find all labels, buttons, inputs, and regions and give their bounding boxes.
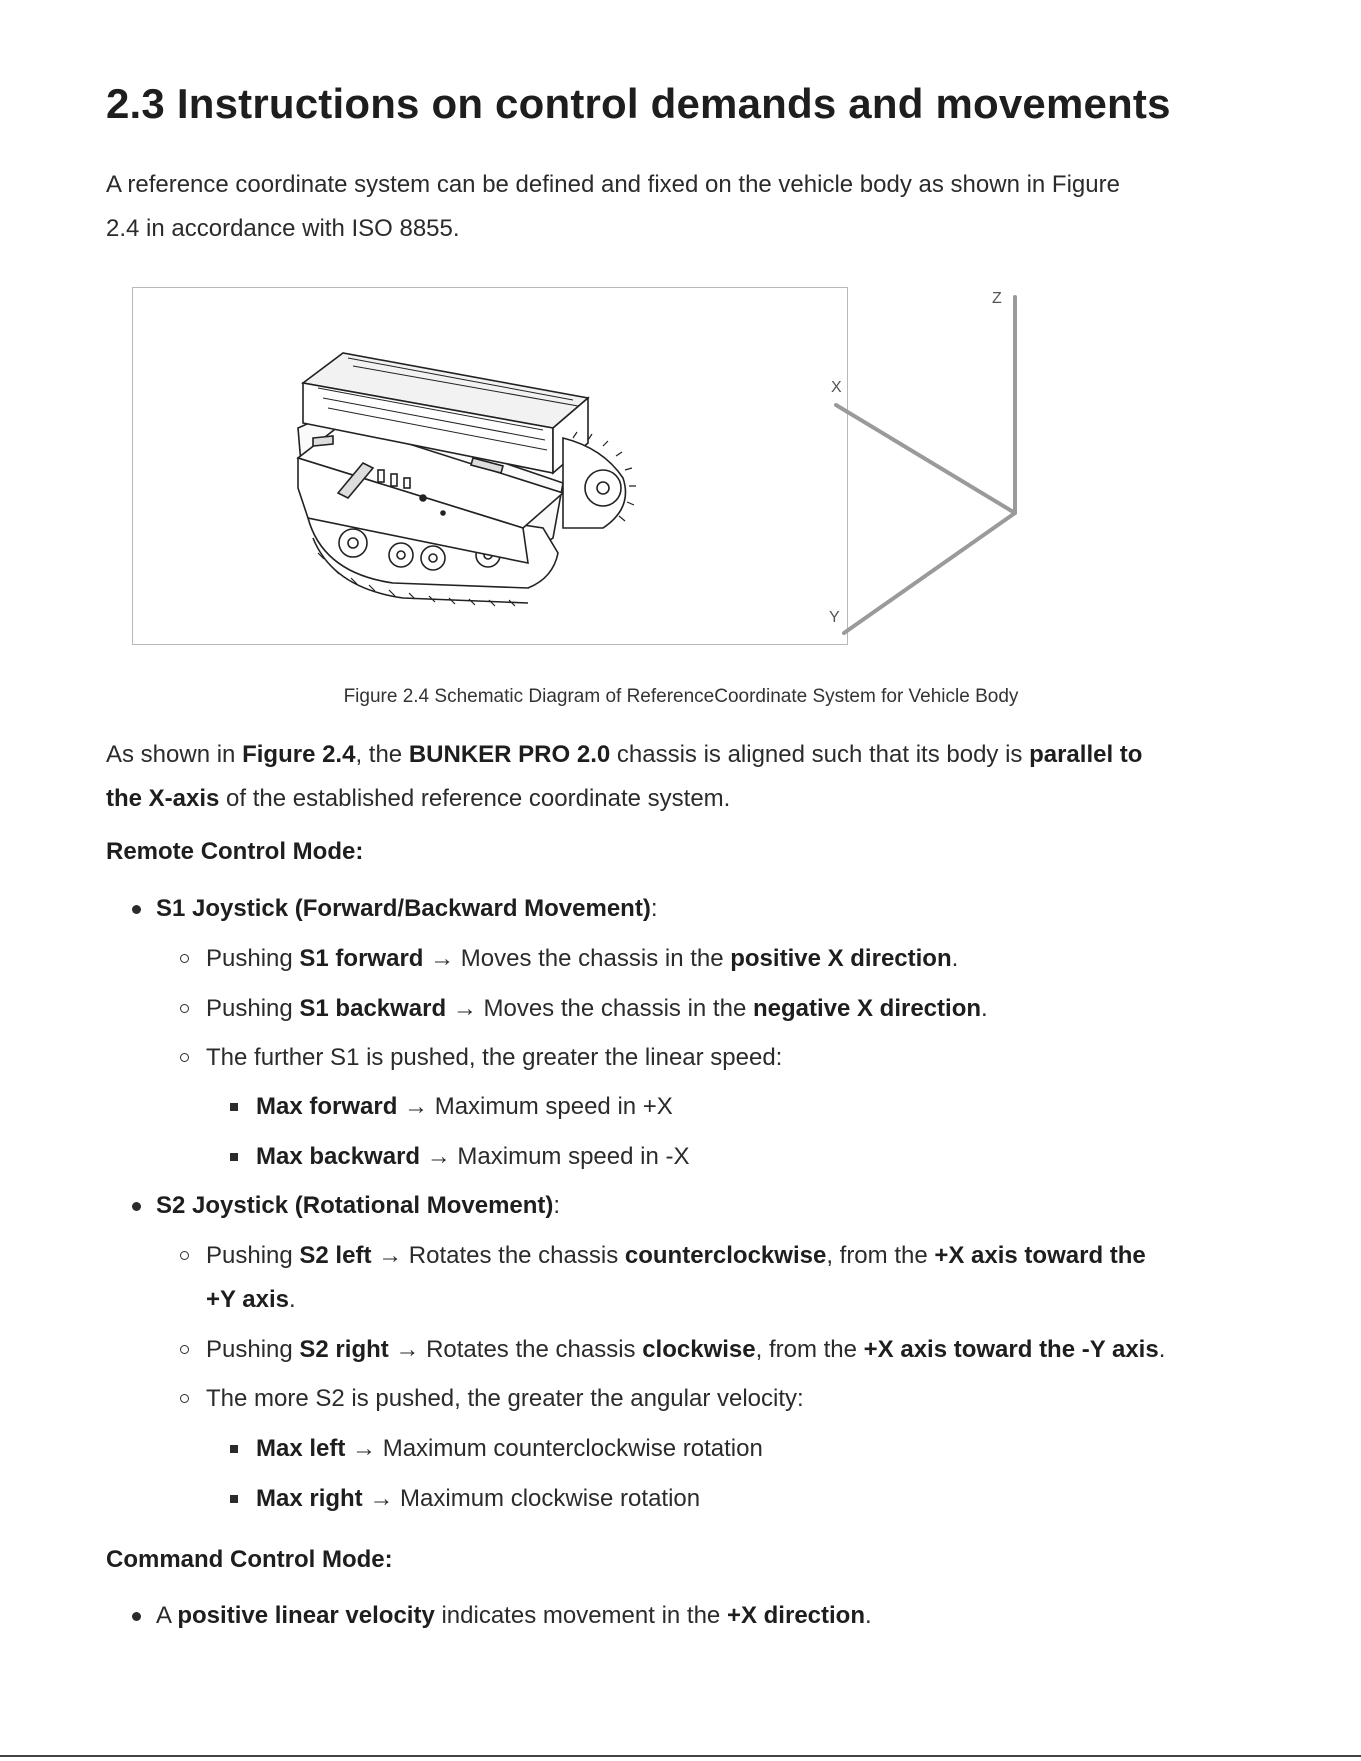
bold-text: +Y axis [206,1286,289,1313]
bold-text: S1 backward [299,995,447,1022]
text: , from the [826,1242,935,1269]
bullet-circle [180,1053,189,1062]
bold-text: positive linear velocity [177,1602,435,1629]
text: Pushing [206,1336,300,1363]
bold-text: the X-axis [106,785,220,812]
y-axis-line [844,513,1015,633]
bold-text: clockwise [642,1336,756,1363]
bold-text: +X axis toward the [934,1242,1146,1269]
text: → Rotates the chassis [388,1336,643,1363]
list-item-command [156,1594,872,1638]
figure-frame [132,287,848,645]
y-axis-label: Y [829,609,840,626]
bold-text: +X direction [726,1602,865,1629]
text: of the established reference coordinate system. [219,785,731,812]
intro-line-2: 2.4 in accordance with ISO 8855. [106,215,460,242]
list-item-s2-max-right [256,1477,700,1521]
text: → Maximum clockwise rotation [362,1485,701,1512]
vehicle-illustration [133,288,849,646]
text: , from the [755,1336,864,1363]
bold-text: positive X direction [730,945,952,972]
text: → Rotates the chassis [371,1242,625,1269]
bold-text: negative X direction [752,995,982,1022]
command-control-mode-heading: Command Control Mode: [106,1546,393,1573]
bold-text: S1 forward [299,945,424,972]
bold-text: S2 left [299,1242,372,1269]
text: → Maximum counterclockwise rotation [345,1435,763,1462]
bold-text: Max backward [256,1143,421,1170]
text: As shown in [106,741,243,768]
alignment-paragraph [106,733,1256,821]
list-item-s1-max-forward [256,1085,673,1129]
list-item-s1-backward [206,987,988,1031]
list-item-s2-more [206,1377,804,1421]
bullet-square [230,1153,238,1161]
text: Pushing [206,995,300,1022]
text: Pushing [206,1242,300,1269]
bullet-square [230,1495,238,1503]
bullet-disc [132,1202,141,1211]
bullet-disc [132,905,141,914]
bold-text: BUNKER PRO 2.0 [408,741,611,768]
list-item-s1-further [206,1036,782,1080]
z-axis-label: Z [992,290,1002,307]
text: : [650,895,658,922]
text: → Moves the chassis in the [423,945,731,972]
text: . [865,1602,872,1629]
bold-text: parallel to [1029,741,1143,768]
bold-text: S2 right [299,1336,389,1363]
list-item-s2-max-left [256,1427,763,1471]
bullet-circle [180,1394,189,1403]
bullet-circle [180,1251,189,1260]
bold-text: Max forward [256,1093,398,1120]
figure-caption: Figure 2.4 Schematic Diagram of ReferenceCoordinate System for Vehicle Body [343,686,1019,707]
text: . [981,995,988,1022]
text: chassis is aligned such that its body is [610,741,1030,768]
text: The further S1 is pushed, the greater the linear speed: [206,1044,783,1071]
page-footer-rule [0,1755,1361,1757]
bullet-circle [180,954,189,963]
text: Pushing [206,945,300,972]
bullet-square [230,1103,238,1111]
list-item-s1 [156,887,658,931]
section-heading: 2.3 Instructions on control demands and movements [106,80,1171,127]
text: indicates movement in the [434,1602,727,1629]
bold-text: counterclockwise [624,1242,827,1269]
text: . [951,945,959,972]
remote-control-mode-heading: Remote Control Mode: [106,838,364,865]
bold-text: S2 Joystick (Rotational Movement) [156,1192,554,1219]
bold-text: S1 Joystick (Forward/Backward Movement) [156,895,651,922]
list-item-s2 [156,1184,560,1228]
text: . [288,1286,296,1313]
list-item-s1-forward [206,937,958,981]
text: , the [355,741,409,768]
bullet-circle [180,1004,189,1013]
text: → Maximum speed in +X [397,1093,673,1120]
x-axis-line [836,405,1015,513]
bullet-disc [132,1612,141,1621]
intro-line-1: A reference coordinate system can be defined and fixed on the vehicle body as shown in Figure [106,171,1120,198]
bullet-square [230,1445,238,1453]
list-item-s2-left [206,1234,1146,1322]
bold-text: Figure 2.4 [242,741,356,768]
x-axis-label: X [831,379,842,396]
intro-paragraph [106,163,1256,251]
text: A [156,1602,178,1629]
list-item-s1-max-backward [256,1135,690,1179]
text: : [553,1192,561,1219]
bullet-circle [180,1345,189,1354]
bold-text: Max right [256,1485,363,1512]
text: . [1158,1336,1166,1363]
text: → Maximum speed in -X [420,1143,690,1170]
list-item-s2-right [206,1328,1165,1372]
bold-text: +X axis toward the -Y axis [863,1336,1159,1363]
bold-text: Max left [256,1435,346,1462]
text: → Moves the chassis in the [446,995,753,1022]
text: The more S2 is pushed, the greater the angular velocity: [206,1385,804,1412]
